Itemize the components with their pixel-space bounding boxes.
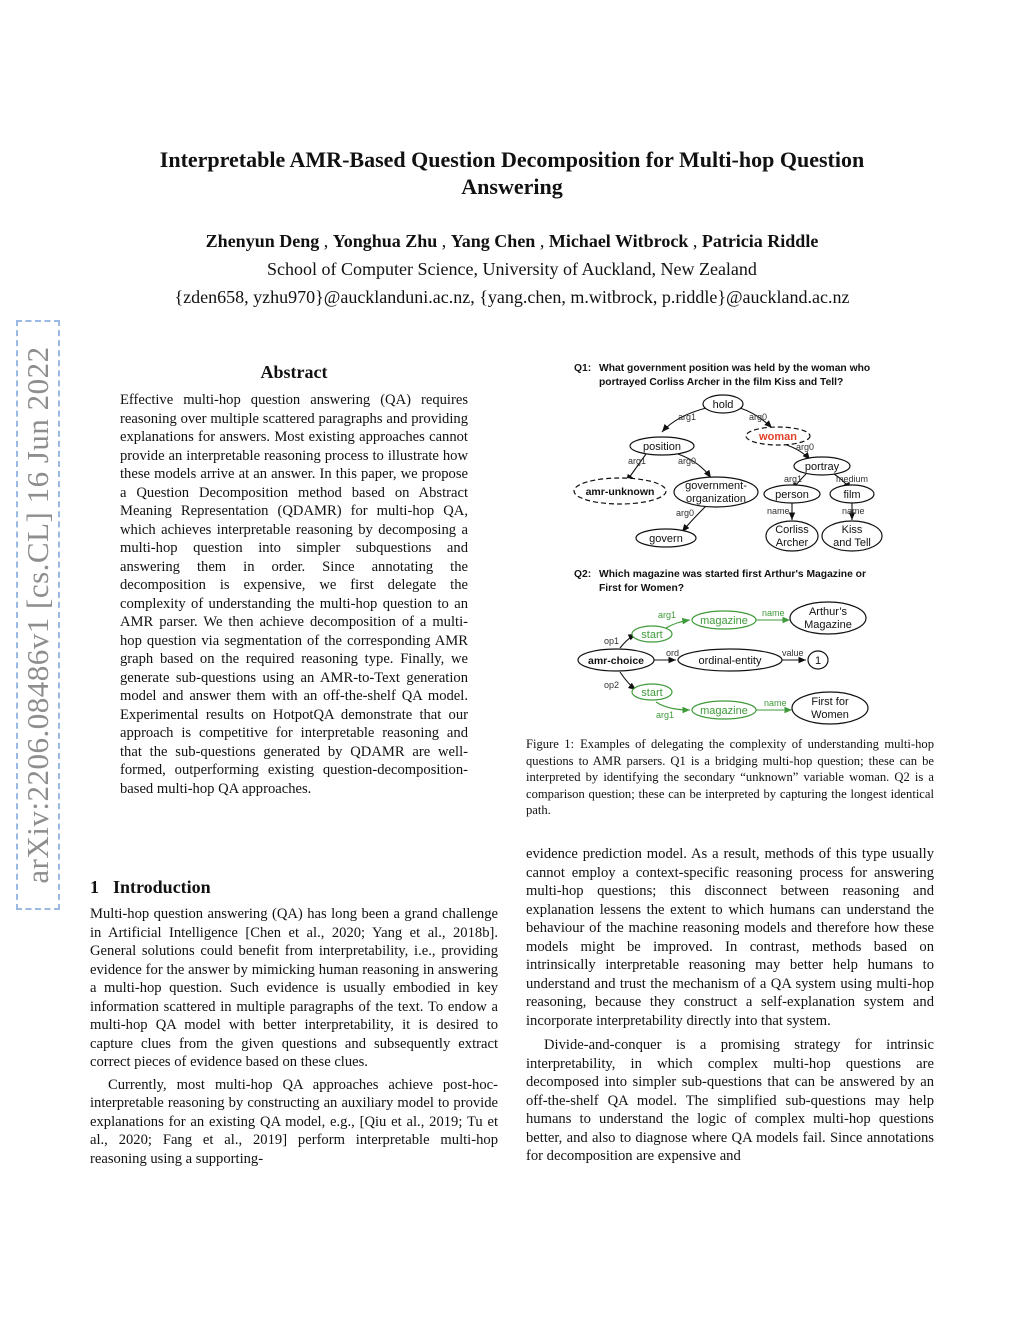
node-label: amr-choice	[587, 655, 645, 667]
edge-label: value	[782, 648, 804, 658]
edge-label: medium	[836, 474, 869, 484]
figure-caption-label: Figure 1:	[526, 737, 575, 751]
paper-title	[110, 146, 914, 200]
question-line: portrayed Corliss Archer in the film Kiss and Tell?	[599, 377, 844, 388]
arxiv-stamp-text: arXiv:2206.08486v1 [cs.CL] 16 Jun 2022	[20, 346, 55, 884]
author-name: Michael Witbrock	[548, 231, 689, 251]
node-label: person	[775, 489, 809, 501]
node-label: ordinal-entity	[698, 655, 762, 667]
affiliation: School of Computer Science, University of Auckland, New Zealand	[267, 259, 757, 279]
edge-label: arg1	[628, 456, 647, 466]
node-label: 1	[814, 655, 822, 667]
edge-label: arg0	[676, 508, 695, 518]
node-label: organization	[686, 493, 746, 505]
abstract-body	[120, 391, 468, 798]
author-separator: ,	[437, 231, 451, 251]
abstract-heading: Abstract	[260, 362, 328, 382]
node-label: film	[843, 489, 861, 501]
section-title: Introduction	[113, 877, 211, 897]
amr-graph-q1	[566, 392, 916, 592]
paper-title-line1: Interpretable AMR-Based Question Decomposition for Multi-hop Question	[159, 147, 865, 172]
edge-arg1-bottom	[656, 702, 690, 710]
figure-caption-text: Examples of delegating the complexity of understanding multi-hop questions to AMR parsers. Q1 is a bridging multi-hop question; these can be interpreted by identifying the secondary “unknown” variable woman. Q2 is a comparison question; these can be interpreted by capturing the longest identical path.	[526, 737, 934, 817]
edge-label: arg1	[658, 610, 677, 620]
intro-paragraph-3: evidence prediction model. As a result, methods of this type usually cannot employ a context-specific reasoning process for answering multi-hop questions; this disconnect between reasoning and explanation lessens the extent to which humans can understand the behaviour of the machine reasoning models and therefore how these models might be improved. In contrast, methods based on intrinsically interpretable reasoning may better help humans to understand and trust the mechanism of a QA system using multi-hop reasoning, because they construct a self-explanation system and incorporate interpretability directly into that system.	[526, 846, 934, 1029]
amr-graph-q2	[566, 596, 916, 726]
node-label: Kiss	[841, 524, 863, 536]
edge-arg1-top	[666, 620, 690, 628]
edge-label: arg0	[796, 442, 815, 452]
abstract-text: Effective multi-hop question answering (QA) requires reasoning over multiple scattered paragraphs and providing explanations for answers. Most existing approaches cannot provide an interpretable reasoning process to illustrate how these models arrive at an answer. In this paper, we propose a Question Decomposition method based on Abstract Meaning Representation (QDAMR) for multi-hop QA, which achieves interpretable reasoning by decomposing a multi-hop question into simpler subquestions and answering them in order. Since annotating the decomposition is expensive, we first delegate the complexity of understanding the multi-hop question to an AMR parser. We then achieve decomposition of a multi-hop question via segmentation of the corresponding AMR graph based on the required reasoning type. Finally, we generate sub-questions using an AMR-to-Text generation model and answer them with an off-the-shelf QA model. Experimental results on HotpotQA demonstrate that our approach is competitive for interpretable reasoning and that the sub-questions generated by QDAMR are well-formed, outperforming existing question-decomposition-based multi-hop QA approaches.	[120, 392, 468, 797]
question-tag: Q1:	[574, 363, 592, 374]
figure-question-2	[574, 568, 866, 596]
right-column-body	[526, 845, 934, 1166]
edge-label: arg1	[656, 710, 675, 720]
author-separator: ,	[319, 231, 333, 251]
node-label: Archer	[775, 537, 809, 549]
node-label: First for	[811, 696, 849, 708]
node-label: portray	[804, 461, 840, 473]
node-label: start	[641, 687, 663, 699]
author-name: Zhenyun Deng	[205, 231, 320, 251]
edge-label: name	[762, 608, 785, 618]
edge-label: arg1	[678, 412, 697, 422]
left-column-body	[90, 905, 498, 1168]
author-name: Patricia Riddle	[701, 231, 819, 251]
author-list	[110, 230, 914, 252]
node-label: position	[643, 441, 681, 453]
author-name: Yang Chen	[450, 231, 536, 251]
edge-label: op2	[604, 680, 620, 690]
node-label: Arthur’s	[808, 606, 848, 618]
author-separator: ,	[688, 231, 702, 251]
paper-title-line2: Answering	[461, 174, 563, 199]
arxiv-stamp	[16, 320, 60, 910]
edge-label: arg0	[749, 412, 768, 422]
author-emails: {zden658, yzhu970}@aucklanduni.ac.nz, {yang.chen, m.witbrock, p.riddle}@auckland.ac.nz	[174, 287, 850, 307]
node-label: Women	[811, 709, 849, 721]
edge-label: name	[767, 506, 790, 516]
node-label: magazine	[700, 615, 748, 627]
node-label: hold	[712, 399, 734, 411]
edge-label: name	[764, 698, 787, 708]
node-label: start	[641, 629, 663, 641]
node-label: govern	[649, 533, 683, 545]
author-separator: ,	[535, 231, 549, 251]
edge-label: arg0	[678, 456, 697, 466]
edge-label: op1	[604, 636, 620, 646]
node-label-woman: woman	[759, 431, 797, 443]
node-label: Magazine	[804, 619, 852, 631]
edge-label: name	[842, 506, 865, 516]
node-label: magazine	[700, 705, 748, 717]
question-line: What government position was held by the woman who	[599, 363, 871, 374]
question-tag: Q2:	[574, 569, 592, 580]
edge-op2	[620, 672, 636, 690]
intro-paragraph-4: Divide-and-conquer is a promising strategy for intrinsic interpretability, in which complex multi-hop questions are decomposed into simpler sub-questions that can be answered by an off-the-shelf QA model. The simplified sub-questions may help humans to understand the logic of complex multi-hop questions better, and also to diagnose where QA models fail. Since annotations for decomposition are expensive and	[526, 1037, 934, 1164]
figure-caption	[526, 736, 934, 819]
edge-label: arg1	[784, 474, 803, 484]
intro-paragraph-2: Currently, most multi-hop QA approaches achieve post-hoc-interpretable reasoning by constructing an auxiliary model to provide explanations for an existing QA model, e.g., [Qiu et al., 2019; Tu et al., 2020; Fang et al., 2019] perform interpretable multi-hop reasoning using a supporting-	[90, 1076, 498, 1167]
figure-question-1	[574, 362, 870, 390]
node-label: and Tell	[833, 537, 871, 549]
node-label: Corliss	[775, 524, 809, 536]
edge-label: ord	[666, 648, 680, 658]
intro-paragraph-1: Multi-hop question answering (QA) has long been a grand challenge in Artificial Intelligence [Chen et al., 2020; Yang et al., 2018b]. General solutions could benefit from interpretability, i.e., providing evidence for the answer by mimicking human reasoning in answering a multi-hop question. Such evidence is usually embodied in key information scattered in multiple paragraphs of the text. To endow a multi-hop QA model with better interpretability, it is desired to capture clues from the given questions and subsequently extract correct pieces of evidence based on these clues.	[90, 906, 498, 1070]
section-heading-introduction	[90, 877, 211, 898]
question-line: Which magazine was started first Arthur's Magazine or	[599, 569, 866, 580]
author-name: Yonghua Zhu	[332, 231, 438, 251]
section-number: 1	[90, 877, 99, 897]
figure-1	[566, 356, 916, 730]
question-line: First for Women?	[599, 583, 685, 594]
node-label: amr-unknown	[585, 486, 655, 498]
node-label: government-	[685, 480, 747, 492]
